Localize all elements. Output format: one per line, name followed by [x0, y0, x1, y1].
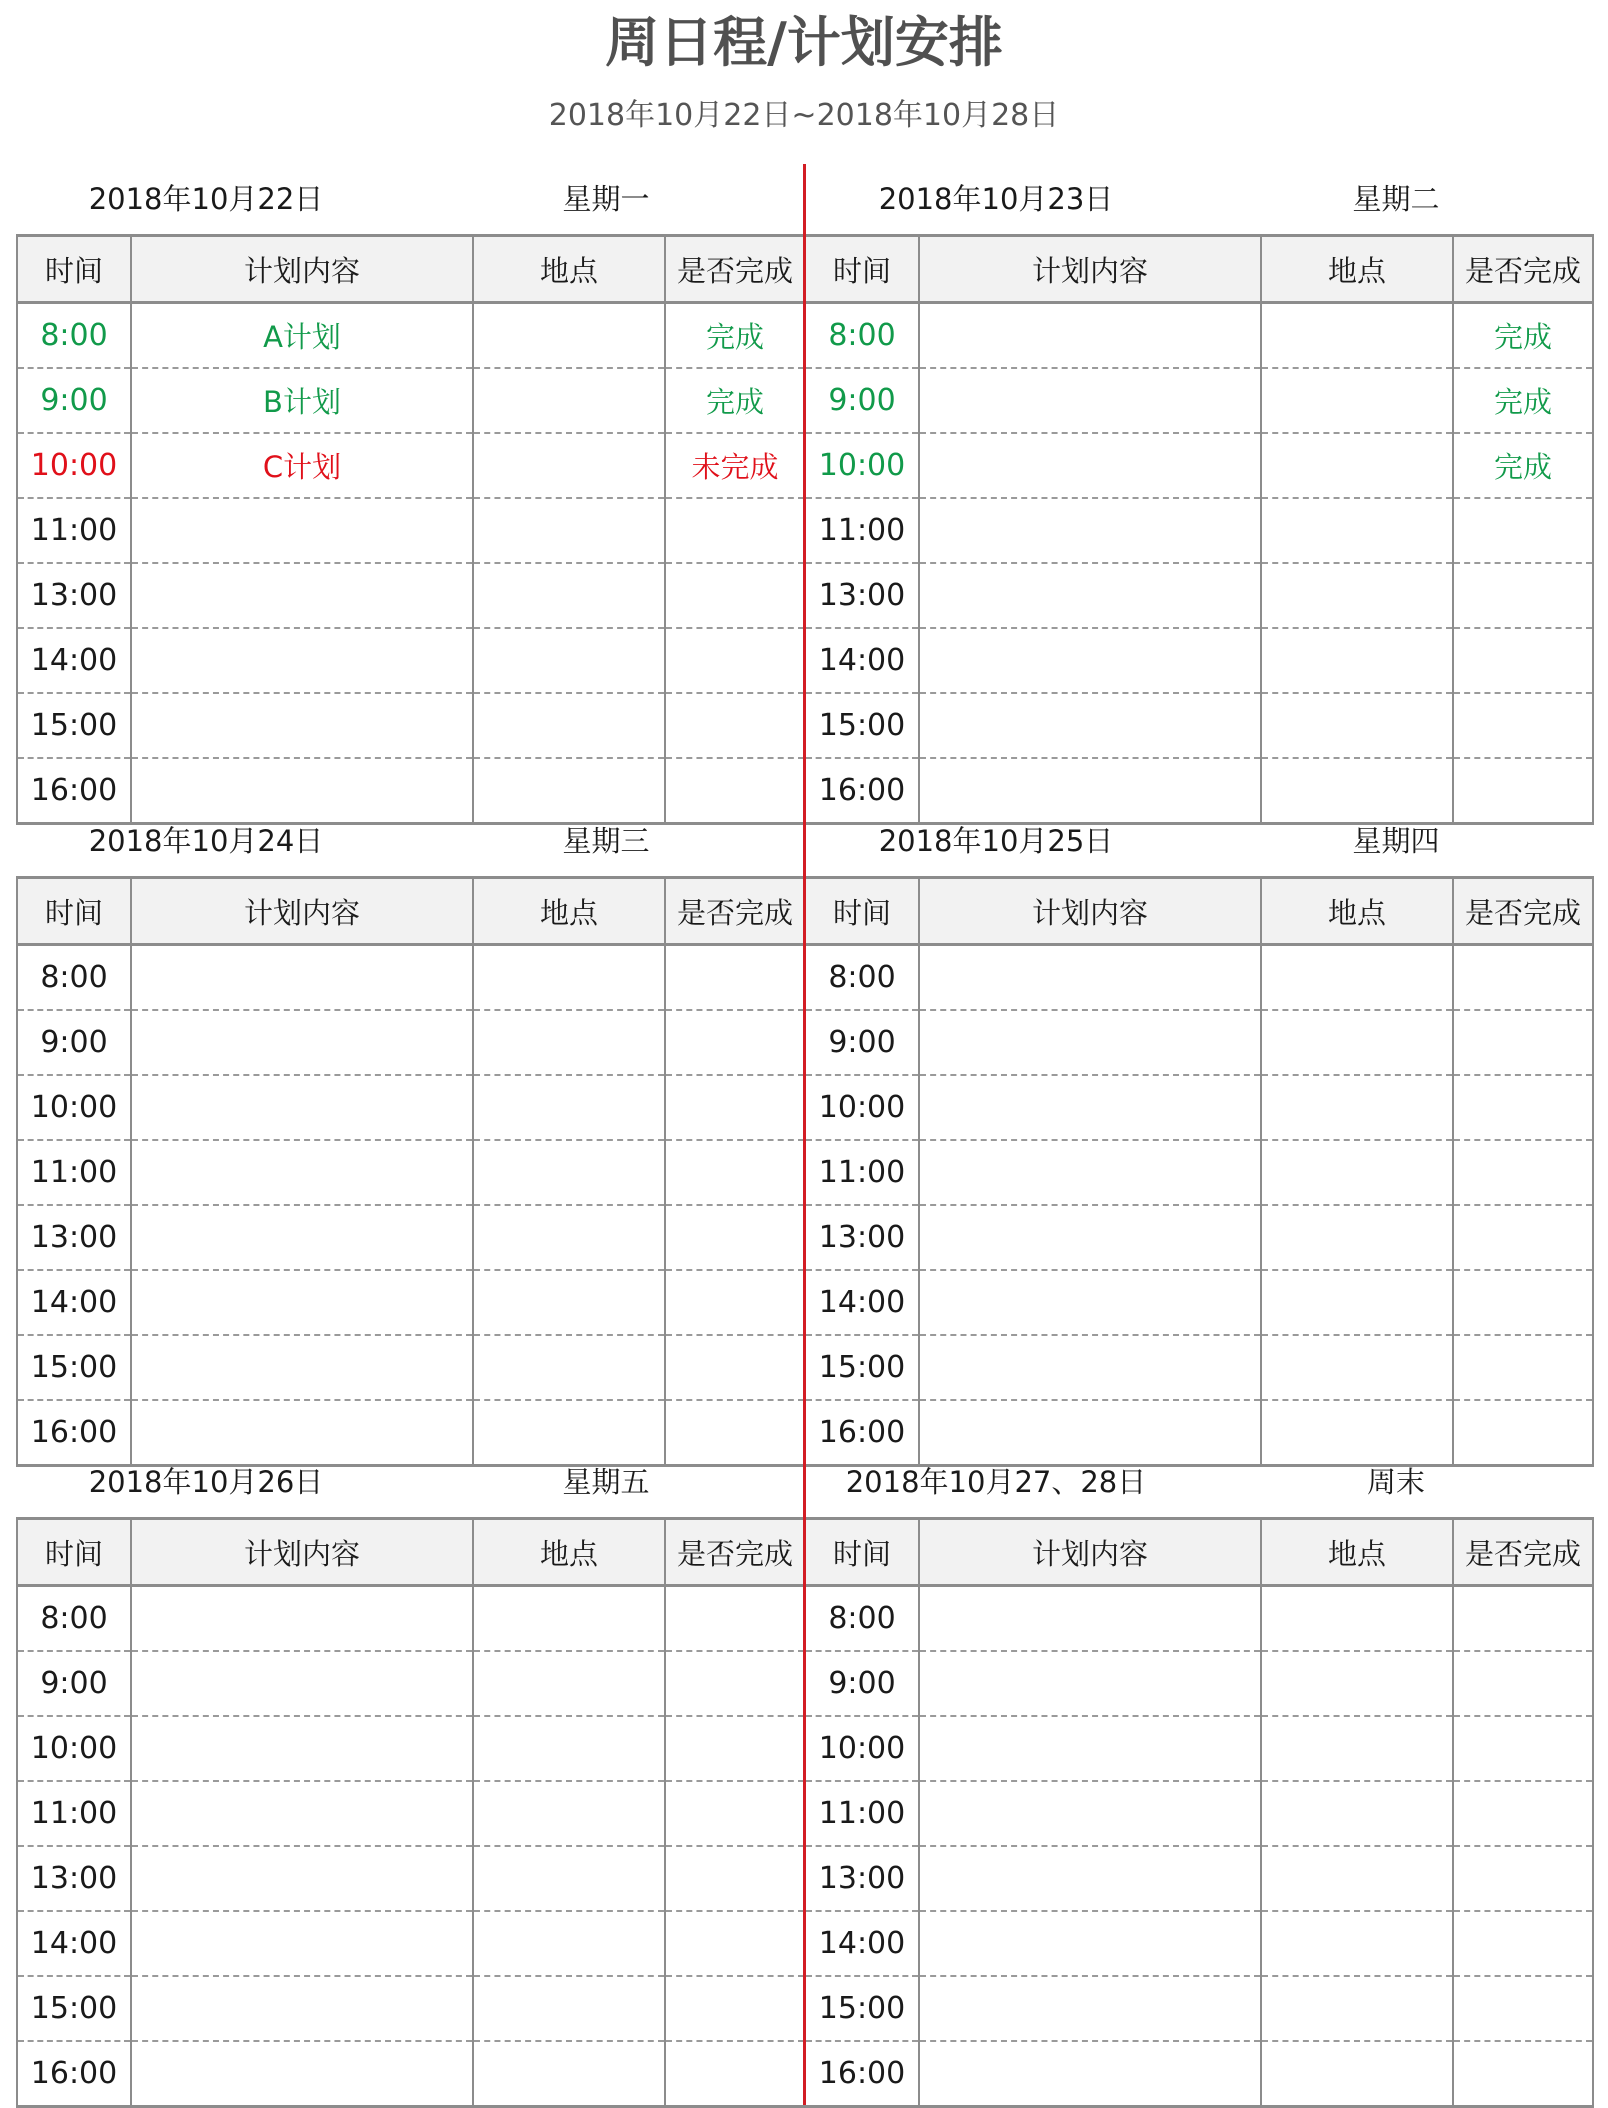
- place-cell[interactable]: [1261, 2041, 1453, 2107]
- day-weekday-label: 星期三: [562, 824, 650, 858]
- content-cell[interactable]: [131, 1911, 473, 1976]
- time-cell: 14:00: [805, 1911, 919, 1976]
- time-cell: 14:00: [805, 1270, 919, 1335]
- time-cell: 14:00: [805, 628, 919, 693]
- time-cell: 16:00: [805, 2041, 919, 2107]
- header-content: 计划内容: [919, 1519, 1261, 1586]
- day-weekday-label: 星期五: [562, 1465, 650, 1499]
- day-date-label: 2018年10月26日: [88, 1465, 324, 1499]
- time-cell: 8:00: [17, 303, 131, 369]
- done-cell[interactable]: [1453, 1716, 1593, 1781]
- place-cell[interactable]: [473, 2041, 665, 2107]
- content-cell[interactable]: [919, 693, 1261, 758]
- place-cell[interactable]: [1261, 1335, 1453, 1400]
- time-cell: 13:00: [17, 563, 131, 628]
- header-time: 时间: [17, 236, 131, 303]
- place-cell[interactable]: [473, 1270, 665, 1335]
- done-cell[interactable]: [665, 1010, 805, 1075]
- content-cell[interactable]: [919, 945, 1261, 1011]
- header-time: 时间: [17, 878, 131, 945]
- done-cell[interactable]: [1453, 1846, 1593, 1911]
- done-cell[interactable]: [665, 1651, 805, 1716]
- done-cell[interactable]: [1453, 1075, 1593, 1140]
- done-cell[interactable]: [665, 1140, 805, 1205]
- done-cell[interactable]: [1453, 1205, 1593, 1270]
- day-date-label: 2018年10月24日: [88, 824, 324, 858]
- content-cell[interactable]: [131, 1205, 473, 1270]
- time-cell: 15:00: [805, 1976, 919, 2041]
- time-cell: 10:00: [17, 433, 131, 498]
- place-cell[interactable]: [473, 1976, 665, 2041]
- time-cell: 9:00: [805, 368, 919, 433]
- content-cell[interactable]: A计划: [131, 303, 473, 369]
- day-date-label: 2018年10月23日: [878, 182, 1114, 216]
- time-cell: 8:00: [805, 1586, 919, 1652]
- place-cell[interactable]: [1261, 693, 1453, 758]
- content-cell[interactable]: [131, 1651, 473, 1716]
- content-cell[interactable]: [919, 368, 1261, 433]
- place-cell[interactable]: [1261, 1651, 1453, 1716]
- place-cell[interactable]: [473, 1716, 665, 1781]
- content-cell[interactable]: [131, 1075, 473, 1140]
- done-cell[interactable]: 完成: [665, 303, 805, 369]
- day-date-label: 2018年10月25日: [878, 824, 1114, 858]
- place-cell[interactable]: [1261, 1140, 1453, 1205]
- done-cell[interactable]: [1453, 563, 1593, 628]
- done-cell[interactable]: [665, 1075, 805, 1140]
- content-cell[interactable]: [919, 1075, 1261, 1140]
- time-cell: 11:00: [17, 498, 131, 563]
- content-cell[interactable]: [919, 1846, 1261, 1911]
- content-cell[interactable]: [131, 1781, 473, 1846]
- header-place: 地点: [1261, 236, 1453, 303]
- header-done: 是否完成: [1453, 1519, 1593, 1586]
- place-cell[interactable]: [1261, 1781, 1453, 1846]
- content-cell[interactable]: [131, 1976, 473, 2041]
- time-cell: 10:00: [805, 1716, 919, 1781]
- content-cell[interactable]: [919, 1976, 1261, 2041]
- time-cell: 16:00: [17, 2041, 131, 2107]
- content-cell[interactable]: [919, 498, 1261, 563]
- content-cell[interactable]: [131, 945, 473, 1011]
- done-cell[interactable]: [1453, 1781, 1593, 1846]
- done-cell[interactable]: [1453, 1010, 1593, 1075]
- time-cell: 14:00: [17, 1270, 131, 1335]
- place-cell[interactable]: [473, 1781, 665, 1846]
- time-cell: 11:00: [805, 498, 919, 563]
- time-cell: 13:00: [805, 1205, 919, 1270]
- place-cell[interactable]: [1261, 1716, 1453, 1781]
- done-cell[interactable]: [1453, 2041, 1593, 2107]
- day-date-label: 2018年10月27、28日: [845, 1465, 1147, 1499]
- done-cell[interactable]: [1453, 1976, 1593, 2041]
- done-cell[interactable]: 完成: [1453, 303, 1593, 369]
- done-cell[interactable]: [1453, 1911, 1593, 1976]
- time-cell: 8:00: [17, 945, 131, 1011]
- content-cell[interactable]: [131, 1586, 473, 1652]
- time-cell: 11:00: [805, 1140, 919, 1205]
- place-cell[interactable]: [1261, 1270, 1453, 1335]
- page-title: 周日程/计划安排: [605, 11, 1003, 74]
- place-cell[interactable]: [1261, 303, 1453, 369]
- header-time: 时间: [805, 878, 919, 945]
- time-cell: 8:00: [805, 303, 919, 369]
- done-cell[interactable]: [665, 1335, 805, 1400]
- done-cell[interactable]: [1453, 1586, 1593, 1652]
- time-cell: 9:00: [17, 1010, 131, 1075]
- header-content: 计划内容: [919, 878, 1261, 945]
- content-cell[interactable]: [131, 1010, 473, 1075]
- time-cell: 10:00: [805, 1075, 919, 1140]
- done-cell[interactable]: [665, 693, 805, 758]
- content-cell[interactable]: [131, 2041, 473, 2107]
- done-cell[interactable]: [1453, 693, 1593, 758]
- header-done: 是否完成: [665, 236, 805, 303]
- done-cell[interactable]: [665, 563, 805, 628]
- done-cell[interactable]: 完成: [665, 368, 805, 433]
- place-cell[interactable]: [1261, 1846, 1453, 1911]
- content-cell[interactable]: [919, 1335, 1261, 1400]
- place-cell[interactable]: [1261, 945, 1453, 1011]
- day-date-label: 2018年10月22日: [88, 182, 324, 216]
- done-cell[interactable]: 未完成: [665, 433, 805, 498]
- done-cell[interactable]: [1453, 628, 1593, 693]
- done-cell[interactable]: [1453, 1335, 1593, 1400]
- place-cell[interactable]: [1261, 563, 1453, 628]
- time-cell: 15:00: [17, 693, 131, 758]
- done-cell[interactable]: [665, 1716, 805, 1781]
- place-cell[interactable]: [1261, 1010, 1453, 1075]
- place-cell[interactable]: [1261, 1586, 1453, 1652]
- done-cell[interactable]: [665, 1205, 805, 1270]
- time-cell: 14:00: [17, 1911, 131, 1976]
- day-weekday-label: 星期二: [1352, 182, 1440, 216]
- time-cell: 9:00: [805, 1010, 919, 1075]
- place-cell[interactable]: [473, 693, 665, 758]
- done-cell[interactable]: [1453, 1270, 1593, 1335]
- place-cell[interactable]: [473, 1010, 665, 1075]
- header-content: 计划内容: [919, 236, 1261, 303]
- place-cell[interactable]: [473, 945, 665, 1011]
- done-cell[interactable]: [665, 1911, 805, 1976]
- done-cell[interactable]: [665, 1846, 805, 1911]
- content-cell[interactable]: [919, 563, 1261, 628]
- content-cell[interactable]: [131, 1140, 473, 1205]
- content-cell[interactable]: [131, 693, 473, 758]
- time-cell: 8:00: [17, 1586, 131, 1652]
- place-cell[interactable]: [1261, 1911, 1453, 1976]
- done-cell[interactable]: [665, 2041, 805, 2107]
- place-cell[interactable]: [473, 1140, 665, 1205]
- time-cell: 9:00: [805, 1651, 919, 1716]
- header-time: 时间: [805, 236, 919, 303]
- date-range: 2018年10月22日~2018年10月28日: [548, 98, 1060, 133]
- place-cell[interactable]: [1261, 368, 1453, 433]
- header-place: 地点: [1261, 878, 1453, 945]
- time-cell: 13:00: [17, 1205, 131, 1270]
- place-cell[interactable]: [1261, 1075, 1453, 1140]
- done-cell[interactable]: [1453, 1140, 1593, 1205]
- day-weekday-label: 星期一: [562, 182, 650, 216]
- time-cell: 16:00: [17, 758, 131, 824]
- header-content: 计划内容: [131, 878, 473, 945]
- place-cell[interactable]: [473, 1075, 665, 1140]
- content-cell[interactable]: [919, 1651, 1261, 1716]
- place-cell[interactable]: [473, 368, 665, 433]
- done-cell[interactable]: [1453, 498, 1593, 563]
- time-cell: 11:00: [17, 1140, 131, 1205]
- content-cell[interactable]: [919, 2041, 1261, 2107]
- time-cell: 15:00: [17, 1335, 131, 1400]
- place-cell[interactable]: [473, 1586, 665, 1652]
- content-cell[interactable]: [131, 498, 473, 563]
- place-cell[interactable]: [473, 433, 665, 498]
- header-place: 地点: [473, 236, 665, 303]
- content-cell[interactable]: C计划: [131, 433, 473, 498]
- time-cell: 9:00: [17, 368, 131, 433]
- content-cell[interactable]: [919, 628, 1261, 693]
- header-place: 地点: [473, 878, 665, 945]
- place-cell[interactable]: [1261, 1976, 1453, 2041]
- done-cell[interactable]: [665, 1781, 805, 1846]
- content-cell[interactable]: [919, 1586, 1261, 1652]
- done-cell[interactable]: 完成: [1453, 368, 1593, 433]
- done-cell[interactable]: [1453, 1651, 1593, 1716]
- done-cell[interactable]: [665, 498, 805, 563]
- header-time: 时间: [17, 1519, 131, 1586]
- place-cell[interactable]: [473, 1205, 665, 1270]
- content-cell[interactable]: [919, 1010, 1261, 1075]
- content-cell[interactable]: [131, 563, 473, 628]
- day-weekday-label: 周末: [1366, 1465, 1425, 1499]
- done-cell[interactable]: [665, 1586, 805, 1652]
- time-cell: 10:00: [17, 1716, 131, 1781]
- time-cell: 13:00: [805, 1846, 919, 1911]
- place-cell[interactable]: [1261, 498, 1453, 563]
- header-place: 地点: [1261, 1519, 1453, 1586]
- place-cell[interactable]: [473, 303, 665, 369]
- done-cell[interactable]: [665, 1270, 805, 1335]
- place-cell[interactable]: [1261, 433, 1453, 498]
- place-cell[interactable]: [473, 1651, 665, 1716]
- content-cell[interactable]: [131, 628, 473, 693]
- time-cell: 11:00: [17, 1781, 131, 1846]
- content-cell[interactable]: [919, 1205, 1261, 1270]
- header-done: 是否完成: [665, 878, 805, 945]
- content-cell[interactable]: [919, 433, 1261, 498]
- day-weekday-label: 星期四: [1352, 824, 1440, 858]
- content-cell[interactable]: [919, 1781, 1261, 1846]
- time-cell: 15:00: [805, 1335, 919, 1400]
- time-cell: 15:00: [17, 1976, 131, 2041]
- time-cell: 16:00: [805, 1400, 919, 1466]
- time-cell: 16:00: [805, 758, 919, 824]
- content-cell[interactable]: [131, 1846, 473, 1911]
- done-cell[interactable]: 完成: [1453, 433, 1593, 498]
- header-content: 计划内容: [131, 236, 473, 303]
- content-cell[interactable]: [131, 1716, 473, 1781]
- content-cell[interactable]: [131, 1270, 473, 1335]
- content-cell[interactable]: [919, 1140, 1261, 1205]
- header-done: 是否完成: [1453, 878, 1593, 945]
- place-cell[interactable]: [1261, 628, 1453, 693]
- time-cell: 11:00: [805, 1781, 919, 1846]
- time-cell: 13:00: [17, 1846, 131, 1911]
- header-done: 是否完成: [1453, 236, 1593, 303]
- done-cell[interactable]: [665, 945, 805, 1011]
- center-divider: [803, 164, 806, 2105]
- content-cell[interactable]: [919, 303, 1261, 369]
- place-cell[interactable]: [473, 1846, 665, 1911]
- done-cell[interactable]: [1453, 945, 1593, 1011]
- time-cell: 9:00: [17, 1651, 131, 1716]
- header-time: 时间: [805, 1519, 919, 1586]
- content-cell[interactable]: [131, 1335, 473, 1400]
- place-cell[interactable]: [1261, 1205, 1453, 1270]
- time-cell: 16:00: [17, 1400, 131, 1466]
- time-cell: 10:00: [17, 1075, 131, 1140]
- place-cell[interactable]: [473, 1335, 665, 1400]
- content-cell[interactable]: B计划: [131, 368, 473, 433]
- place-cell[interactable]: [473, 628, 665, 693]
- header-place: 地点: [473, 1519, 665, 1586]
- content-cell[interactable]: [919, 1911, 1261, 1976]
- place-cell[interactable]: [473, 563, 665, 628]
- place-cell[interactable]: [473, 1911, 665, 1976]
- done-cell[interactable]: [665, 1976, 805, 2041]
- header-done: 是否完成: [665, 1519, 805, 1586]
- header-content: 计划内容: [131, 1519, 473, 1586]
- time-cell: 8:00: [805, 945, 919, 1011]
- done-cell[interactable]: [665, 628, 805, 693]
- time-cell: 15:00: [805, 693, 919, 758]
- time-cell: 13:00: [805, 563, 919, 628]
- time-cell: 14:00: [17, 628, 131, 693]
- content-cell[interactable]: [919, 1716, 1261, 1781]
- content-cell[interactable]: [919, 1270, 1261, 1335]
- place-cell[interactable]: [473, 498, 665, 563]
- time-cell: 10:00: [805, 433, 919, 498]
